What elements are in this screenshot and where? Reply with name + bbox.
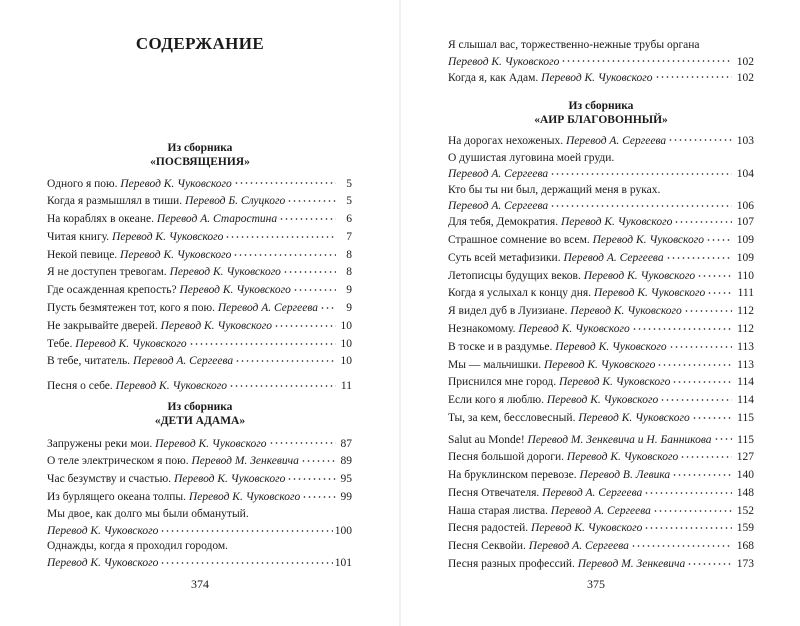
section-name: «ПОСВЯЩЕНИЯ» xyxy=(150,156,250,168)
entry-page-number: 112 xyxy=(737,323,754,336)
dot-leader xyxy=(672,374,732,386)
entry-line xyxy=(47,353,352,371)
dot-leader xyxy=(233,246,336,258)
entry-title: Когда я, как Адам. xyxy=(448,71,539,84)
toc-entry xyxy=(47,335,352,353)
toc-entry xyxy=(448,214,754,232)
entry-translator: Перевод К. Чуковского xyxy=(560,216,673,229)
entry-translator: Перевод А. Сергеева xyxy=(550,504,651,517)
entry-translator: Перевод К. Чуковского xyxy=(169,266,281,279)
entry-line xyxy=(47,488,352,506)
entry-line xyxy=(47,300,352,318)
entry-line xyxy=(47,264,352,282)
entry-translator: Перевод А. Сергеева xyxy=(448,200,549,213)
entry-translator: Перевод К. Чуковского xyxy=(188,490,301,503)
entry-line xyxy=(47,211,352,229)
entry-translator: Перевод К. Чуковского xyxy=(173,473,286,486)
entry-title: Не закрывайте дверей. xyxy=(47,319,158,332)
toc-entry xyxy=(47,488,352,506)
dot-leader xyxy=(561,53,732,65)
entry-line-2 xyxy=(448,166,754,182)
dot-leader xyxy=(687,556,732,568)
toc-entry xyxy=(47,471,352,489)
entry-title: Мы двое, как долго мы были обманутый. xyxy=(47,508,249,521)
dot-leader xyxy=(692,410,732,422)
page-number-left: 374 xyxy=(191,577,209,591)
entry-translator: Перевод К. Чуковского xyxy=(75,337,187,350)
entry-translator: Перевод А. Сергеева xyxy=(542,486,643,499)
toc-list-deti-adama xyxy=(47,435,352,570)
entry-line xyxy=(47,228,352,246)
entry-line xyxy=(448,449,754,467)
entry-title: Когда я услыхал к концу дня. xyxy=(448,287,592,300)
dot-leader xyxy=(684,303,732,315)
entry-translator: Перевод К. Чуковского xyxy=(531,522,643,535)
dot-leader xyxy=(668,132,732,144)
entry-translator: Перевод К. Чуковского xyxy=(115,380,228,393)
dot-leader xyxy=(644,484,732,496)
dot-leader xyxy=(287,471,336,483)
entry-translator: Перевод А. Сергеева xyxy=(448,168,549,181)
entry-line xyxy=(448,214,754,232)
entry-translator: Перевод К. Чуковского xyxy=(518,323,630,336)
entry-line xyxy=(47,193,352,211)
entry-line-2 xyxy=(448,198,754,214)
entry-translator: Перевод К. Чуковского xyxy=(570,305,682,318)
entry-title: Одного я пою. xyxy=(47,177,118,190)
entry-line-2 xyxy=(47,522,352,538)
entry-page-number: 159 xyxy=(736,522,754,535)
dot-leader xyxy=(674,214,732,226)
toc-entry xyxy=(448,431,754,449)
entry-page-number: 103 xyxy=(736,134,754,147)
toc-entry xyxy=(448,182,754,214)
dot-leader xyxy=(283,264,336,276)
toc-entry xyxy=(47,378,352,396)
toc-entry xyxy=(448,37,754,69)
section-heading-posvyashcheniya xyxy=(0,141,400,169)
entry-line xyxy=(47,175,352,193)
entry-translator: Перевод А. Сергеева xyxy=(528,540,629,553)
toc-entry xyxy=(448,538,754,556)
toc-entry xyxy=(448,303,754,321)
toc-entry xyxy=(47,435,352,453)
entry-translator: Перевод Б. Слуцкого xyxy=(184,195,286,208)
entry-page-number: 111 xyxy=(737,287,754,300)
entry-page-number: 148 xyxy=(736,486,754,499)
dot-leader xyxy=(660,392,732,404)
entry-title: О душистая луговина моей груди. xyxy=(448,151,615,164)
entry-page-number: 114 xyxy=(737,376,754,389)
dot-leader xyxy=(657,356,732,368)
dot-leader xyxy=(279,211,336,223)
entry-title: Песня Отвечателя. xyxy=(448,486,540,499)
entry-line xyxy=(448,502,754,520)
dot-leader xyxy=(669,338,732,350)
entry-translator: Перевод К. Чуковского xyxy=(593,287,706,300)
entry-title: В тоске и в раздумье. xyxy=(448,340,553,353)
entry-line-2 xyxy=(47,554,352,570)
entry-line xyxy=(448,374,754,392)
entry-page-number: 9 xyxy=(346,284,352,297)
toc-entry xyxy=(448,132,754,150)
toc-entry xyxy=(47,506,352,538)
entry-page-number: 127 xyxy=(736,451,754,464)
entry-line xyxy=(448,132,754,150)
entry-title: Однажды, когда я проходил городом. xyxy=(47,540,229,553)
entry-translator: Перевод К. Чуковского xyxy=(592,234,704,247)
entry-line xyxy=(448,520,754,538)
entry-line xyxy=(47,453,352,471)
entry-title: Мы — мальчишки. xyxy=(448,358,542,371)
entry-page-number: 173 xyxy=(736,558,754,571)
entry-translator: Перевод А. Сергеева xyxy=(217,302,318,315)
dot-leader xyxy=(655,69,732,81)
entry-title: Песня разных профессий. xyxy=(448,558,575,571)
right-page xyxy=(400,0,800,626)
toc-entry xyxy=(47,211,352,229)
dot-leader xyxy=(293,282,336,294)
entry-page-number: 113 xyxy=(737,358,754,371)
entry-translator: Перевод К. Чуковского xyxy=(112,230,224,243)
entry-page-number: 11 xyxy=(340,380,352,393)
section-name: «ДЕТИ АДАМА» xyxy=(154,415,246,427)
toc-entry xyxy=(47,538,352,570)
dot-leader xyxy=(160,554,332,566)
entry-line xyxy=(47,246,352,264)
dot-leader xyxy=(653,502,732,514)
toc-entry xyxy=(47,246,352,264)
entry-line xyxy=(448,467,754,485)
toc-entry xyxy=(47,264,352,282)
entry-page-number: 99 xyxy=(340,490,352,503)
entry-line-1 xyxy=(47,538,352,554)
entry-translator: Перевод А. Сергеева xyxy=(133,355,234,368)
entry-page-number: 95 xyxy=(340,473,352,486)
entry-page-number: 109 xyxy=(736,234,754,247)
entry-title: Из бурлящего океана толпы. xyxy=(47,490,187,503)
entry-title: Наша старая листва. xyxy=(448,504,548,517)
dot-leader xyxy=(302,488,336,500)
entry-line xyxy=(448,338,754,356)
dot-leader xyxy=(269,435,337,447)
entry-title: Песня о себе. xyxy=(47,380,113,393)
entry-translator: Перевод В. Левика xyxy=(579,469,671,482)
dot-leader xyxy=(234,175,336,187)
entry-line xyxy=(448,431,754,449)
entry-page-number: 8 xyxy=(346,266,352,279)
entry-page-number: 168 xyxy=(736,540,754,553)
dot-leader xyxy=(697,267,732,279)
page-number-right: 375 xyxy=(587,577,605,591)
entry-line xyxy=(448,267,754,285)
entry-line xyxy=(448,556,754,574)
entry-title: Кто бы ты ни был, держащий меня в руках. xyxy=(448,183,661,196)
entry-line xyxy=(448,538,754,556)
toc-list-carryover xyxy=(448,37,754,87)
entry-page-number: 115 xyxy=(737,412,754,425)
toc-entry xyxy=(448,556,754,574)
entry-line-2 xyxy=(448,53,754,69)
toc-entry xyxy=(47,175,352,193)
entry-page-number: 100 xyxy=(334,524,352,537)
entry-translator: Перевод А. Сергеева xyxy=(563,251,664,264)
entry-page-number: 112 xyxy=(737,305,754,318)
dot-leader xyxy=(229,378,336,390)
entry-title: Пусть безмятежен тот, кого я пою. xyxy=(47,302,215,315)
entry-title: Тебе. xyxy=(47,337,73,350)
entry-title: Ты, за кем, бессловесный. xyxy=(448,412,576,425)
entry-page-number: 115 xyxy=(737,433,754,446)
entry-page-number: 152 xyxy=(736,504,754,517)
entry-line xyxy=(448,69,754,87)
toc-entry xyxy=(448,267,754,285)
section-label: Из сборника xyxy=(167,401,233,413)
toc-entry xyxy=(448,410,754,428)
dot-leader xyxy=(274,317,336,329)
entry-translator: Перевод К. Чуковского xyxy=(544,358,656,371)
entry-line xyxy=(448,356,754,374)
entry-page-number: 114 xyxy=(737,394,754,407)
toc-entry xyxy=(47,282,352,300)
entry-translator: Перевод М. Зенкевича xyxy=(191,455,299,468)
entry-translator: Перевод К. Чуковского xyxy=(583,269,696,282)
entry-page-number: 102 xyxy=(736,71,754,84)
entry-line xyxy=(448,410,754,428)
toc-entry xyxy=(47,300,352,318)
dot-leader xyxy=(320,300,336,312)
entry-page-number: 113 xyxy=(737,340,754,353)
entry-translator: Перевод К. Чуковского xyxy=(179,284,291,297)
entry-translator: Перевод К. Чуковского xyxy=(566,451,679,464)
dot-leader xyxy=(644,520,732,532)
entry-page-number: 101 xyxy=(334,556,352,569)
entry-line xyxy=(448,285,754,303)
dot-leader xyxy=(666,249,732,261)
entry-page-number: 107 xyxy=(736,216,754,229)
dot-leader xyxy=(160,522,332,534)
entry-line xyxy=(47,378,352,396)
entry-line xyxy=(448,232,754,250)
dot-leader xyxy=(680,449,732,461)
entry-translator: Перевод К. Чуковского xyxy=(559,376,671,389)
entry-title: Я слышал вас, торжественно-нежные трубы органа xyxy=(448,39,700,51)
toc-entry xyxy=(448,484,754,502)
toc-list-air-blagovonny xyxy=(448,132,754,427)
dot-leader xyxy=(550,198,732,210)
toc-entry xyxy=(448,285,754,303)
section-label: Из сборника xyxy=(167,142,233,154)
entry-translator: Перевод К. Чуковского xyxy=(546,394,659,407)
entry-title: Песня Секвойи. xyxy=(448,540,526,553)
entry-translator: Перевод А. Старостина xyxy=(156,213,278,226)
entry-translator: Перевод К. Чуковского xyxy=(578,412,690,425)
entry-title: В тебе, читатель. xyxy=(47,355,131,368)
entry-title: Час безумству и счастью. xyxy=(47,473,172,486)
section-label: Из сборника xyxy=(568,100,634,112)
entry-line xyxy=(47,435,352,453)
entry-line xyxy=(448,321,754,339)
entry-translator: Перевод М. Зенкевича xyxy=(577,558,686,571)
entry-translator: Перевод К. Чуковского xyxy=(160,319,272,332)
entry-title: Salut au Monde! xyxy=(448,433,525,446)
toc-entry xyxy=(448,449,754,467)
dot-leader xyxy=(235,353,336,365)
entry-title: Некой певице. xyxy=(47,248,118,261)
toc-entry xyxy=(448,467,754,485)
entry-translator: Перевод К. Чуковского xyxy=(155,437,267,450)
dot-leader xyxy=(706,232,732,244)
dot-leader xyxy=(632,321,732,333)
entry-title: Песня большой дороги. xyxy=(448,451,565,464)
entry-page-number: 104 xyxy=(736,168,754,181)
entry-line xyxy=(448,249,754,267)
entry-title: Летописцы будущих веков. xyxy=(448,269,581,282)
entry-page-number: 6 xyxy=(346,213,352,226)
toc-entry xyxy=(47,228,352,246)
entry-line-1 xyxy=(448,150,754,166)
entry-title: Я не доступен тревогам. xyxy=(47,266,167,279)
dot-leader xyxy=(714,431,732,443)
entry-page-number: 10 xyxy=(340,355,352,368)
entry-page-number: 9 xyxy=(346,302,352,315)
entry-translator: Перевод К. Чуковского xyxy=(120,248,232,261)
entry-title: На кораблях в океане. xyxy=(47,213,154,226)
toc-list-other-poems xyxy=(448,431,754,573)
dot-leader xyxy=(301,453,336,465)
entry-translator: Перевод К. Чуковского xyxy=(555,340,667,353)
section-heading-air-blagovonny xyxy=(448,99,754,127)
toc-list-posvyashcheniya xyxy=(47,175,352,396)
dot-leader xyxy=(189,335,336,347)
entry-translator: Перевод К. Чуковского xyxy=(448,55,560,68)
toc-entry xyxy=(448,321,754,339)
entry-line xyxy=(47,335,352,353)
entry-page-number: 5 xyxy=(346,177,352,190)
entry-title: О теле электрическом я пою. xyxy=(47,455,189,468)
toc-entry xyxy=(448,249,754,267)
entry-page-number: 7 xyxy=(346,230,352,243)
entry-line xyxy=(448,392,754,410)
dot-leader xyxy=(672,467,732,479)
dot-leader xyxy=(550,166,732,178)
dot-leader xyxy=(631,538,732,550)
entry-title: На бруклинском перевозе. xyxy=(448,469,577,482)
toc-entry xyxy=(448,392,754,410)
entry-title: Когда я размышлял в тиши. xyxy=(47,195,183,208)
entry-title: Суть всей метафизики. xyxy=(448,251,561,264)
toc-entry xyxy=(448,338,754,356)
toc-entry xyxy=(47,193,352,211)
entry-page-number: 10 xyxy=(340,319,352,332)
entry-translator: Перевод К. Чуковского xyxy=(47,556,159,569)
entry-translator: Перевод К. Чуковского xyxy=(120,177,232,190)
entry-title: На дорогах нехоженых. xyxy=(448,134,564,147)
entry-page-number: 110 xyxy=(737,269,754,282)
toc-entry xyxy=(448,232,754,250)
entry-line xyxy=(47,282,352,300)
toc-title: СОДЕРЖАНИЕ xyxy=(135,34,265,53)
toc-entry xyxy=(448,69,754,87)
entry-title: Где осажденная крепость? xyxy=(47,284,177,297)
entry-title: Читая книгу. xyxy=(47,230,110,243)
entry-title: Я видел дуб в Луизиане. xyxy=(448,305,568,318)
entry-page-number: 10 xyxy=(340,337,352,350)
dot-leader xyxy=(287,193,336,205)
entry-line xyxy=(47,317,352,335)
entry-title: Незнакомому. xyxy=(448,323,516,336)
toc-entry xyxy=(448,356,754,374)
entry-page-number: 87 xyxy=(340,437,352,450)
section-heading-deti-adama xyxy=(0,400,400,428)
entry-title: Запружены реки мои. xyxy=(47,437,153,450)
entry-line-1 xyxy=(448,182,754,198)
dot-leader xyxy=(707,285,732,297)
section-name: «АИР БЛАГОВОННЫЙ» xyxy=(534,114,668,126)
entry-page-number: 102 xyxy=(736,55,754,68)
entry-line-1 xyxy=(47,506,352,522)
entry-page-number: 5 xyxy=(346,195,352,208)
entry-line-1 xyxy=(448,37,754,53)
entry-page-number: 89 xyxy=(340,455,352,468)
entry-page-number: 106 xyxy=(736,200,754,213)
toc-entry xyxy=(47,353,352,371)
entry-translator: Перевод М. Зенкевича и Н. Банникова xyxy=(527,433,712,446)
toc-entry xyxy=(448,150,754,182)
toc-entry xyxy=(47,317,352,335)
entry-translator: Перевод К. Чуковского xyxy=(47,524,159,537)
entry-page-number: 8 xyxy=(346,248,352,261)
entry-title: Песня радостей. xyxy=(448,522,529,535)
entry-line xyxy=(448,484,754,502)
entry-title: Страшное сомнение во всем. xyxy=(448,234,590,247)
toc-entry xyxy=(47,453,352,471)
entry-title: Для тебя, Демократия. xyxy=(448,216,559,229)
toc-entry xyxy=(448,520,754,538)
entry-line xyxy=(47,471,352,489)
entry-translator: Перевод К. Чуковского xyxy=(541,71,653,84)
entry-line xyxy=(448,303,754,321)
entry-translator: Перевод А. Сергеева xyxy=(566,134,667,147)
entry-title: Приснился мне город. xyxy=(448,376,557,389)
entry-page-number: 109 xyxy=(736,251,754,264)
toc-entry xyxy=(448,502,754,520)
toc-entry xyxy=(448,374,754,392)
dot-leader xyxy=(225,228,336,240)
entry-page-number: 140 xyxy=(736,469,754,482)
entry-title: Если кого я люблю. xyxy=(448,394,544,407)
